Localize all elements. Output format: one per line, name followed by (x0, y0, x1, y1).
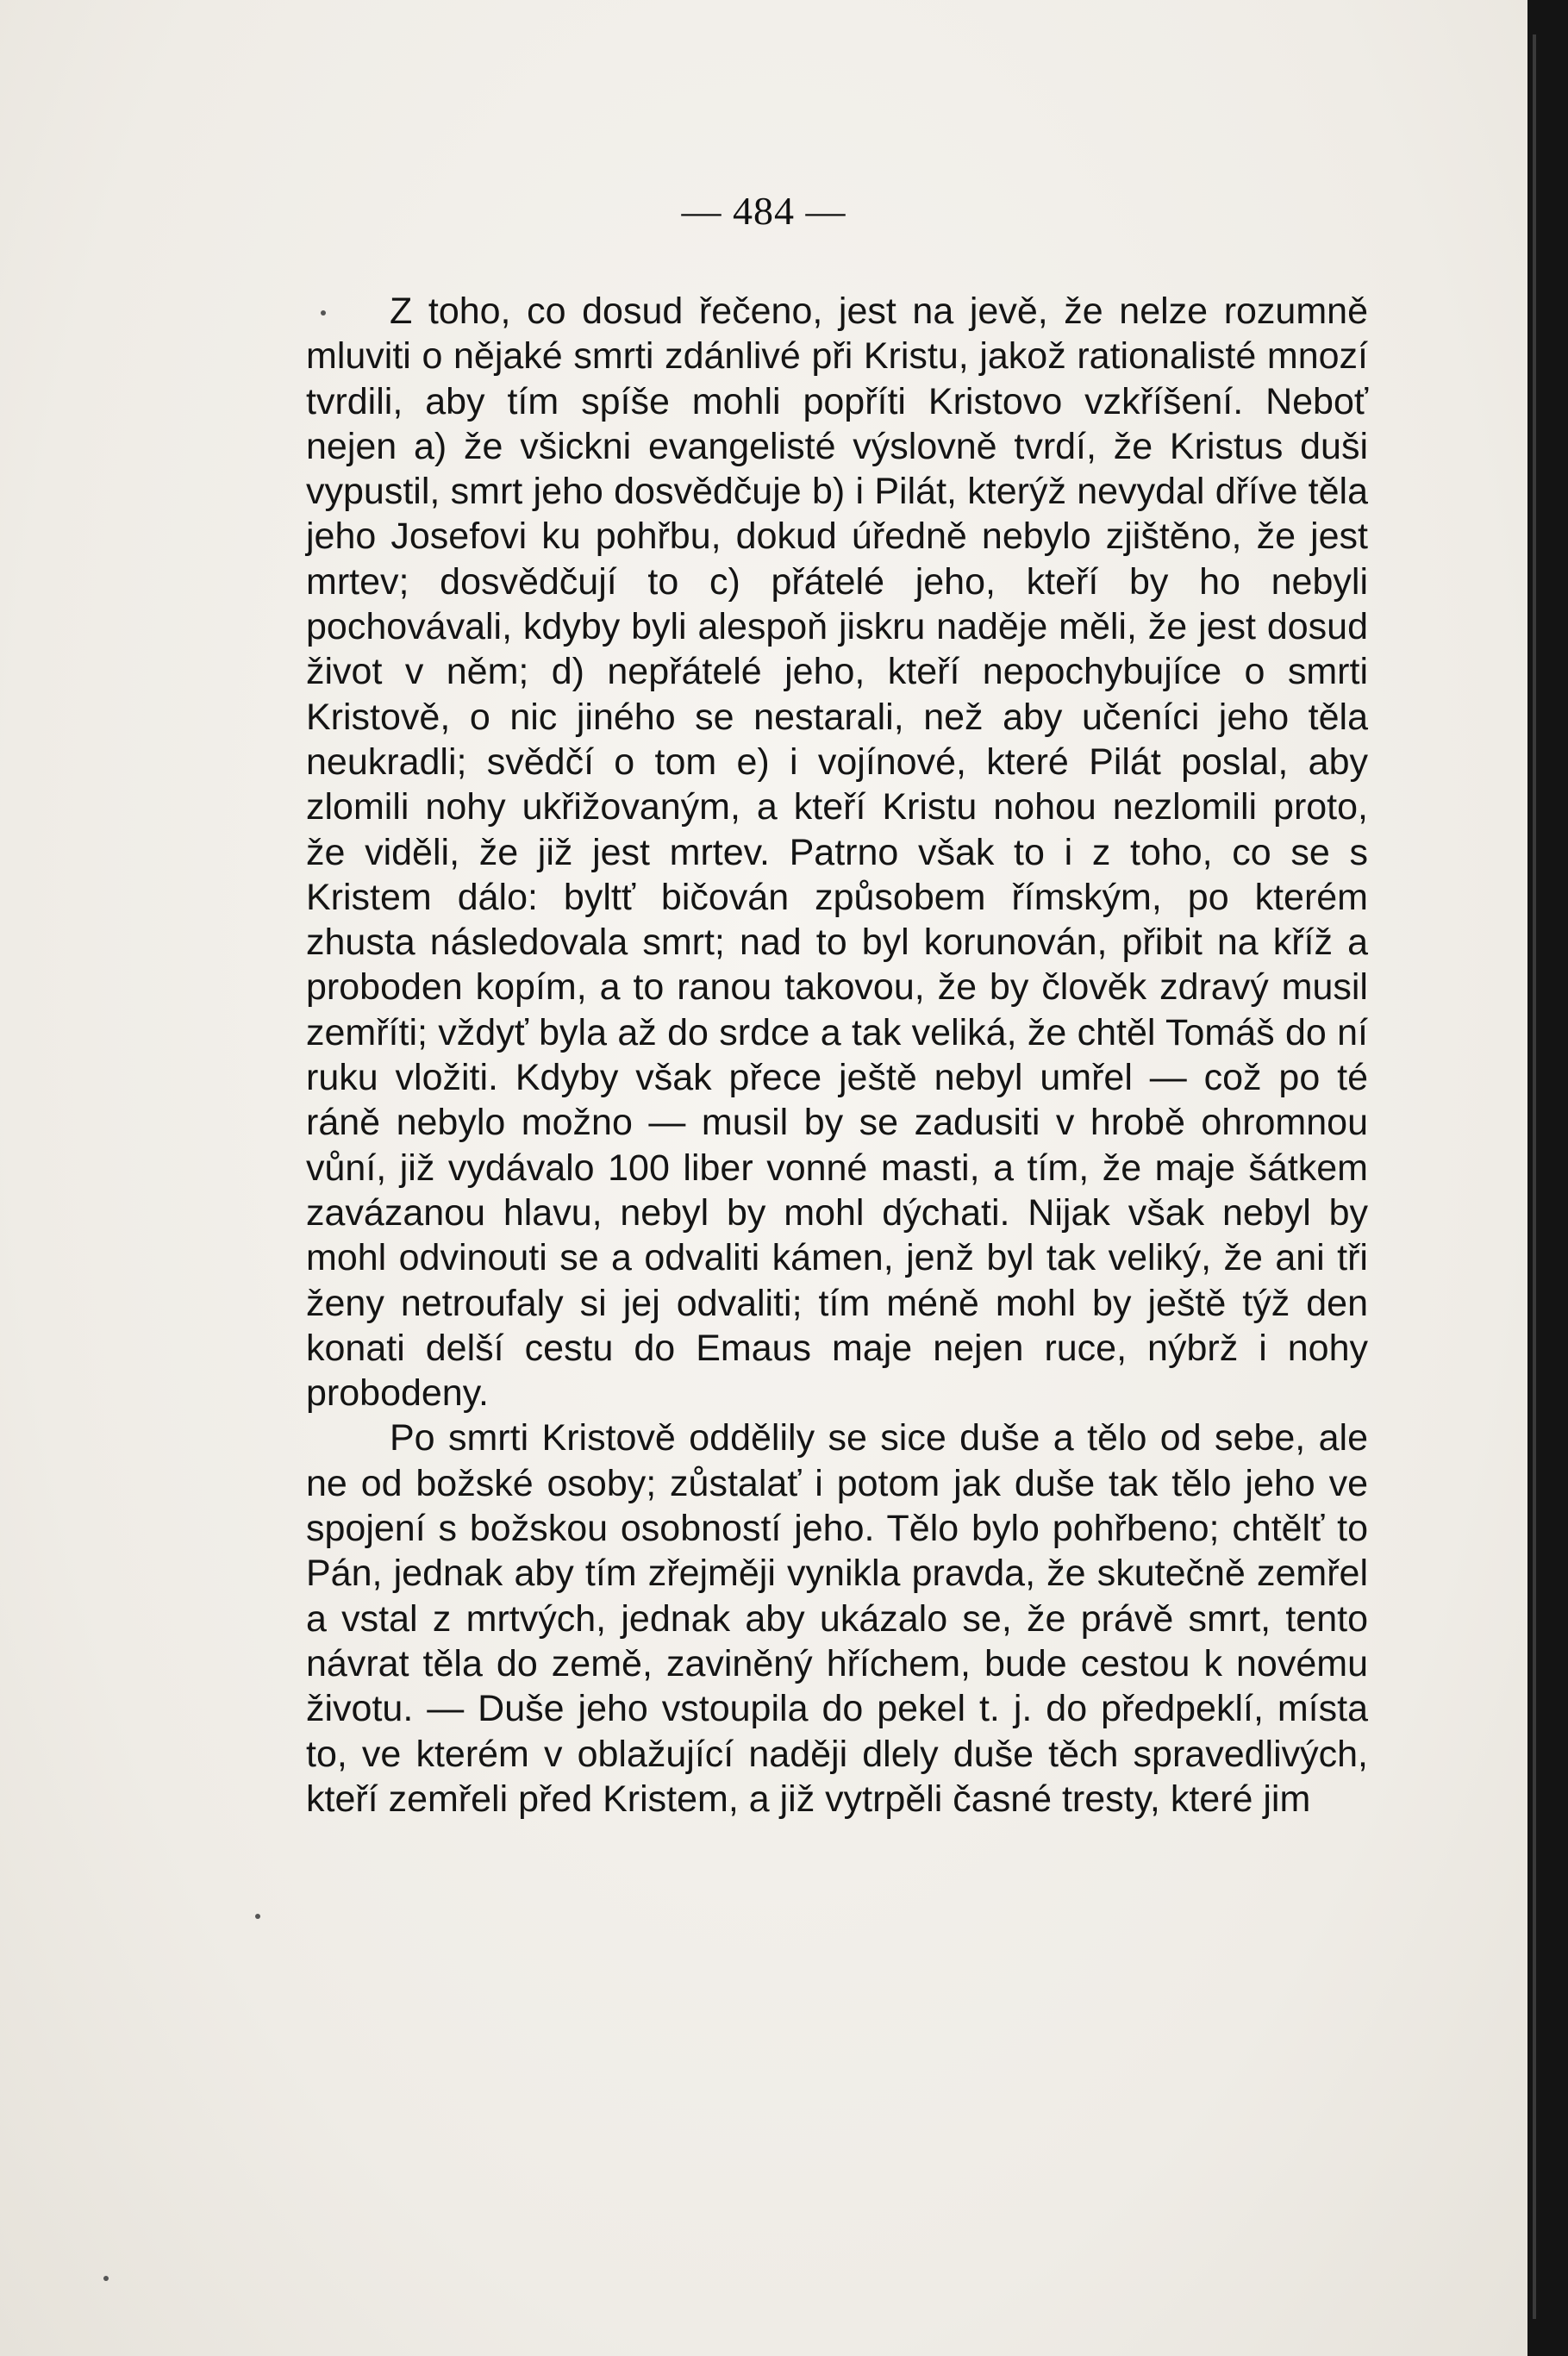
page-border-line (1533, 34, 1536, 2319)
paragraph-1: Z toho, co dosud řečeno, jest na jevě, že nelze rozumně mluviti o nějaké smrti zdánlivé při Kristu, jakož rationalisté mnozí tvrdili, aby tím spíše mohli popříti Kristovo vzkříšení. Neboť nejen a) že všickni evangelisté výslovně tvrdí, že Kristus duši vypustil, smrt jeho dosvědčuje b) i Pilát, kterýž nevydal dříve těla jeho Josefovi ku pohřbu, dokud úředně nebylo zjištěno, že jest mrtev; dosvědčují to c) přátelé jeho, kteří by ho nebyli pochovávali, kdyby byli alespoň jiskru naděje měli, že jest dosud život v něm; d) nepřátelé jeho, kteří nepochybujíce o smrti Kristově, o nic jiného se nestarali, než aby učeníci jeho těla neukradli; svědčí o tom e) i vojínové, které Pilát poslal, aby zlomili nohy ukřižovaným, a kteří Kristu nohou nezlomili proto, že viděli, že již jest mrtev. Patrno však to i z toho, co se s Kristem dálo: byltť bičován způsobem římským, po kterém zhusta následovala smrt; nad to byl korunován, přibit na kříž a proboden kopím, a to ranou takovou, že by člověk zdravý musil zemříti; vždyť byla až do srdce a tak veliká, že chtěl Tomáš do ní ruku vložiti. Kdyby však přece ještě nebyl umřel — což po té ráně nebylo možno — musil by se zadusiti v hrobě ohromnou vůní, již vydávalo 100 liber vonné masti, a tím, že maje šátkem zavázanou hlavu, nebyl by mohl dýchati. Nijak však nebyl by mohl odvinouti se a odvaliti kámen, jenž byl tak veliký, že ani tři ženy netroufaly si jej odvaliti; tím méně mohl by ještě týž den konati delší cestu do Emaus maje nejen ruce, nýbrž i nohy probodeny. (306, 291, 1368, 1415)
print-speck (255, 1914, 260, 1919)
page-number: — 484 — (681, 189, 846, 233)
body-text (306, 289, 1368, 1822)
print-speck (321, 310, 326, 316)
print-speck (103, 2276, 109, 2281)
paragraph-2: Po smrti Kristově oddělily se sice duše a tělo od sebe, ale ne od božské osoby; zůstalať i potom jak duše tak tělo jeho ve spojení s božskou osobností jeho. Tělo bylo pohřbeno; chtělť to Pán, jednak aby tím zřejměji vynikla pravda, že skutečně zemřel a vstal z mrtvých, jednak aby ukázalo se, že právě smrt, tento návrat těla do země, zaviněný hříchem, bude cestou k novému životu. — Duše jeho vstoupila do pekel t. j. do předpeklí, místa to, ve kterém v oblažující naději dlely duše těch spravedlivých, kteří zemřeli před Kristem, a již vytrpěli časné tresty, které jim (306, 1417, 1368, 1820)
